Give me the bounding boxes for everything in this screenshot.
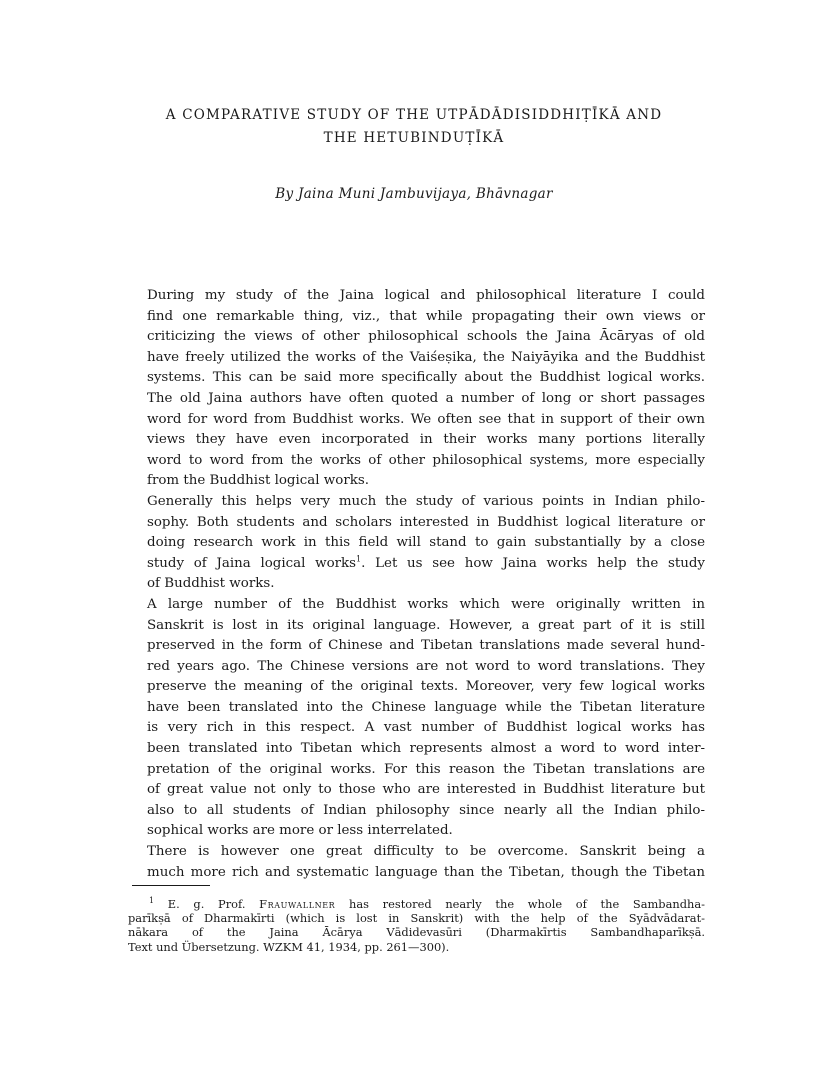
title-line-1: A COMPARATIVE STUDY OF THE UTPĀDĀDISIDDHIṬĪKĀ AND (165, 107, 663, 123)
text-line: word for word from Buddhist works. We often see that in support of their own (147, 411, 705, 427)
text-line: There is however one great difficulty to be overcome. Sanskrit being a (147, 844, 705, 860)
paragraph-3 (122, 595, 705, 842)
article-title (90, 104, 738, 150)
text-line: preserve the meaning of the original texts. Moreover, very few logical works (147, 679, 705, 695)
text-segment: E. g. Prof. (167, 897, 246, 911)
text-line: red years ago. The Chinese versions are not word to word translations. They (147, 658, 705, 674)
footnote-line (128, 897, 705, 911)
footnote-line: parīkṣā of Dharmakīrti (which is lost in Sanskrit) with the help of the Syādvādarat- (128, 911, 705, 926)
text-line: doing research work in this field will stand to gain substantially by a close (147, 535, 705, 551)
footnote-1 (128, 897, 705, 954)
text-line: been translated into Tibetan which represents almost a word to word inter- (147, 741, 705, 757)
text-line: sophical works are more or less interrelated. (147, 823, 453, 839)
text-line: The old Jaina authors have often quoted a number of long or short passages (147, 390, 705, 406)
text-line: During my study of the Jaina logical and philosophical literature I could (147, 288, 705, 303)
footnote-marker: 1 (149, 896, 155, 906)
paragraph-1 (122, 286, 705, 492)
author-name: Frauwallner (259, 897, 336, 911)
text-line: find one remarkable thing, viz., that while propagating their own views or (147, 308, 705, 324)
text-line: word to word from the works of other philosophical systems, more especially (147, 452, 705, 468)
footnote-separator (132, 885, 210, 886)
text-line: also to all students of Indian philosophy since nearly all the Indian philo- (147, 802, 705, 818)
text-line: systems. This can be said more specifically about the Buddhist logical works. (147, 370, 705, 386)
author-byline: By Jaina Muni Jambuvijaya, Bhāvnagar (275, 186, 553, 202)
paragraph-4 (122, 842, 705, 883)
text-segment: has restored nearly the whole of the Sambandha- (349, 897, 705, 911)
text-line: sophy. Both students and scholars interested in Buddhist logical literature or (147, 514, 705, 530)
article-body (122, 286, 705, 883)
text-line: preserved in the form of Chinese and Tibetan translations made several hund- (147, 638, 705, 654)
title-line-2: THE HETUBINDUṬĪKĀ (323, 130, 505, 146)
text-segment: . Let us see how Jaina works help the study (361, 555, 705, 571)
text-line: have been translated into the Chinese language while the Tibetan literature (147, 699, 705, 715)
text-line: from the Buddhist logical works. (147, 473, 369, 489)
text-line: views they have even incorporated in their works many portions literally (147, 432, 705, 448)
text-line: A large number of the Buddhist works which were originally written in (147, 596, 705, 612)
text-line: criticizing the views of other philosophical schools the Jaina Ācāryas of old (147, 329, 705, 345)
text-line: Generally this helps very much the study of various points in Indian philo- (147, 493, 705, 509)
text-line: of Buddhist works. (147, 576, 275, 592)
footnote-line: nākara of the Jaina Ācārya Vādidevasūri (Dharmakīrtis Sambandhaparīkṣā. (128, 925, 705, 940)
footnote-line: Text und Übersetzung. WZKM 41, 1934, pp. 261—300). (128, 939, 450, 954)
footnote-reference: 1 (356, 554, 362, 564)
text-line: Sanskrit is lost in its original language. However, a great part of it is still (147, 617, 705, 633)
text-line: is very rich in this respect. A vast number of Buddhist logical works has (147, 720, 705, 736)
text-line: of great value not only to those who are interested in Buddhist literature but (147, 782, 705, 798)
text-line-with-footnote (122, 554, 705, 575)
text-line: much more rich and systematic language than the Tibetan, though the Tibetan (147, 864, 705, 880)
text-line: pretation of the original works. For this reason the Tibetan translations are (147, 761, 705, 777)
text-line: have freely utilized the works of the Vaiśeṣika, the Naiyāyika and the Buddhist (147, 349, 705, 365)
paragraph-2 (122, 492, 705, 595)
text-segment: study of Jaina logical works (147, 555, 357, 571)
